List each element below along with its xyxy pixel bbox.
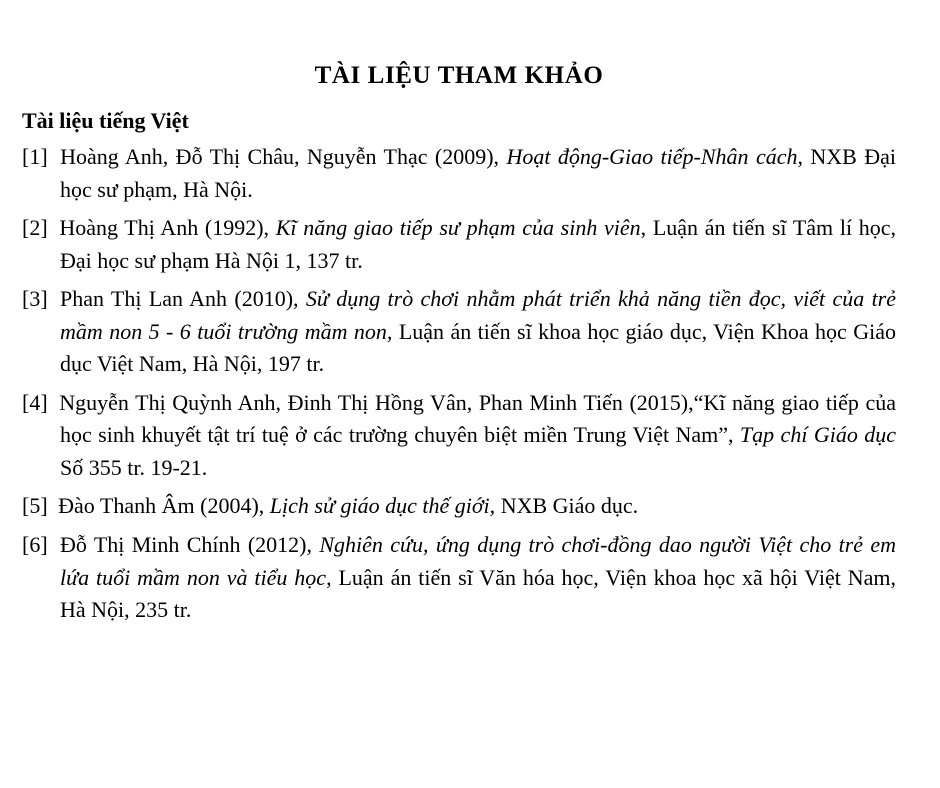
- reference-segment: Số 355 tr. 19-21.: [60, 454, 208, 480]
- reference-segment: NXB Giáo dục.: [495, 493, 639, 519]
- reference-number: [3]: [22, 286, 55, 312]
- reference-number: [4]: [22, 389, 55, 415]
- reference-list: [22, 141, 896, 627]
- reference-number: [6]: [22, 532, 55, 558]
- reference-number: [2]: [22, 215, 55, 241]
- reference-segment: , Luận án tiến sĩ Văn hóa học, Viện khoa học xã hội Việt Nam, Hà Nội, 235 tr.: [60, 564, 896, 623]
- reference-title-italic: Nghiên cứu, ứng dụng trò chơi-đồng dao người Việt cho trẻ em lứa tuổi mầm non và tiểu học: [60, 532, 897, 590]
- reference-segment: Hoàng Anh, Đỗ Thị Châu, Nguyễn Thạc (2009),: [60, 144, 507, 169]
- reference-segment: Đỗ Thị Minh Chính (2012),: [60, 532, 320, 558]
- reference-title-italic: Tạp chí Giáo dục: [739, 422, 896, 448]
- section-heading: Tài liệu tiếng Việt: [22, 108, 189, 133]
- reference-text: [22, 529, 896, 627]
- reference-entry: [22, 141, 896, 206]
- reference-number: [5]: [22, 493, 54, 519]
- reference-segment: Luận án tiến sĩ khoa học giáo dục, Viện Khoa học Giáo dục Việt Nam, Hà Nội, 197 tr.: [60, 318, 897, 377]
- reference-number: [1]: [22, 144, 56, 169]
- reference-entry: [22, 387, 896, 485]
- reference-entry: [22, 529, 896, 627]
- reference-segment: Đào Thanh Âm (2004),: [58, 493, 270, 519]
- reference-title-italic: Lịch sử giáo dục thế giới,: [269, 493, 496, 519]
- reference-segment: Hoàng Thị Anh (1992),: [59, 215, 276, 241]
- reference-segment: Phan Thị Lan Anh (2010),: [60, 286, 306, 312]
- reference-entry: [22, 283, 896, 381]
- reference-text: [22, 141, 896, 206]
- reference-title-italic: Sử dụng trò chơi nhằm phát triển khả năng tiền đọc, viết của trẻ mầm non 5 - 6 tuổi trường mầm non,: [60, 286, 897, 344]
- reference-entry: [22, 490, 896, 523]
- reference-text: [22, 283, 896, 381]
- reference-segment: , NXB Đại học sư phạm, Hà Nội.: [60, 144, 896, 202]
- reference-title-italic: Hoạt động-Giao tiếp-Nhân cách: [506, 144, 798, 169]
- reference-text: [22, 212, 896, 277]
- reference-title-italic: Kĩ năng giao tiếp sư phạm của sinh viên: [275, 215, 641, 241]
- reference-segment: Nguyễn Thị Quỳnh Anh, Đinh Thị Hồng Vân, Phan Minh Tiến (2015),“Kĩ năng giao tiếp của học sinh khuyết tật trí tuệ ở các trường chuyên biệt miền Trung Việt Nam”,: [59, 389, 896, 448]
- reference-entry: [22, 212, 896, 277]
- reference-text: [22, 387, 896, 485]
- reference-segment: , Luận án tiến sĩ Tâm lí học, Đại học sư phạm Hà Nội 1, 137 tr.: [60, 215, 897, 273]
- page-title: TÀI LIỆU THAM KHẢO: [314, 62, 604, 89]
- reference-text: [22, 490, 896, 523]
